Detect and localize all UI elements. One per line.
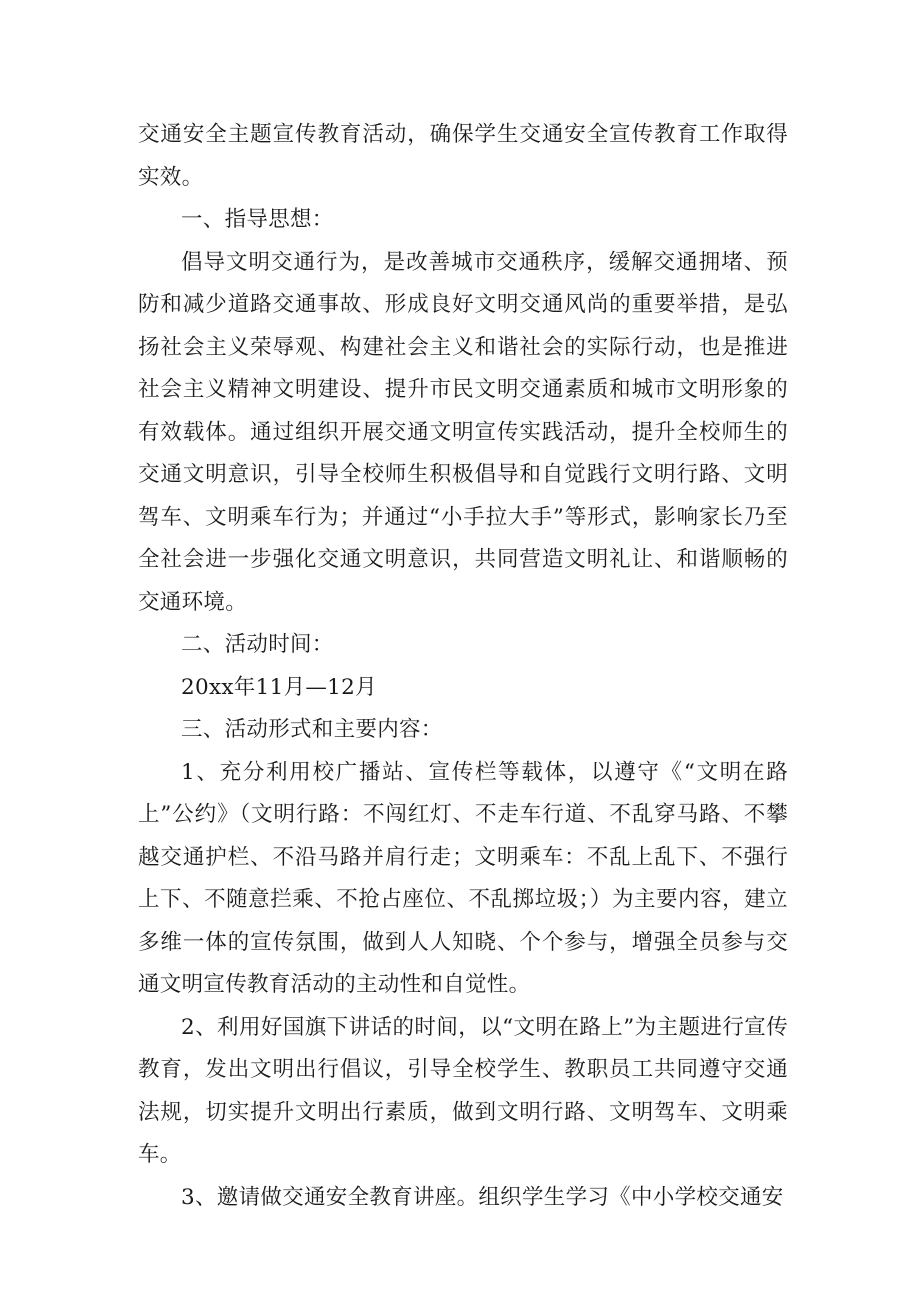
section-heading-activity-content: 三、活动形式和主要内容： bbox=[181, 717, 443, 742]
document-body bbox=[138, 114, 788, 1219]
section-heading-guiding-ideology: 一、指导思想： bbox=[181, 207, 334, 232]
paragraph-continuation: 交通安全主题宣传教育活动，确保学生交通安全宣传教育工作取得实效。 bbox=[138, 122, 788, 190]
paragraph-item-1: 1、充分利用校广播站、宣传栏等载体，以遵守《“文明在路上”公约》（文明行路：不闯红灯、不走车行道、不乱穿马路、不攀越交通护栏、不沿马路并肩行走；文明乘车：不乱上乱下、不强行上下、不随意拦乘、不抢占座位、不乱掷垃圾；）为主要内容，建立多维一体的宣传氛围，做到人人知晓、个个参与，增强全员参与交通文明宣传教育活动的主动性和自觉性。 bbox=[138, 759, 788, 997]
activity-time-value: 20xx年11月—12月 bbox=[181, 674, 377, 700]
section-heading-activity-time: 二、活动时间： bbox=[181, 632, 334, 657]
paragraph-guiding-ideology: 倡导文明交通行为，是改善城市交通秩序，缓解交通拥堵、预防和减少道路交通事故、形成良好文明交通风尚的重要举措，是弘扬社会主义荣辱观、构建社会主义和谐社会的实际行动，也是推进社会主义精神文明建设、提升市民文明交通素质和城市文明形象的有效载体。通过组织开展交通文明宣传实践活动，提升全校师生的交通文明意识，引导全校师生积极倡导和自觉践行文明行路、文明驾车、文明乘车行为；并通过“小手拉大手”等形式，影响家长乃至全社会进一步强化交通文明意识，共同营造文明礼让、和谐顺畅的交通环境。 bbox=[138, 249, 788, 615]
paragraph-item-2: 2、利用好国旗下讲话的时间，以“文明在路上”为主题进行宣传教育，发出文明出行倡议，引导全校学生、教职员工共同遵守交通法规，切实提升文明出行素质，做到文明行路、文明驾车、文明乘车。 bbox=[138, 1014, 788, 1167]
paragraph-item-3: 3、邀请做交通安全教育讲座。组织学生学习《中小学校交通安 bbox=[181, 1184, 784, 1210]
